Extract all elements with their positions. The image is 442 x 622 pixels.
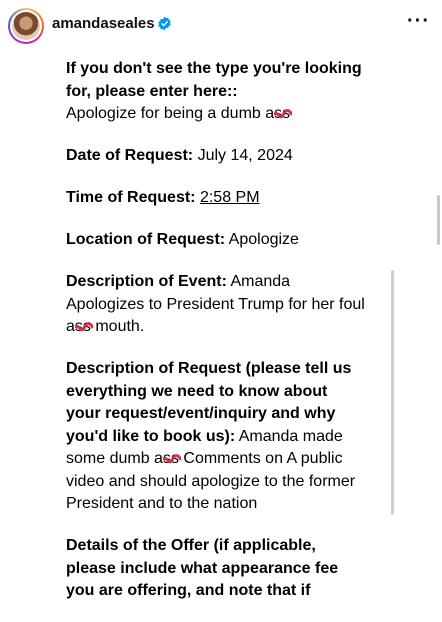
scribble-icon	[274, 109, 292, 121]
field-request-description	[66, 358, 366, 516]
field-label: Time of Request:	[66, 189, 196, 206]
field-type	[66, 58, 366, 126]
field-value: Amanda made some dumb ass Comments on A public video and should apologize to the former President and to the nation	[66, 427, 356, 512]
scribble-icon	[163, 454, 181, 466]
time-link[interactable]: 2:58 PM	[199, 189, 260, 206]
verified-badge-icon	[157, 16, 172, 31]
scribble-icon	[75, 322, 93, 334]
avatar[interactable]	[10, 10, 42, 42]
redaction-scribble: ss	[162, 450, 179, 467]
field-offer-details	[66, 535, 366, 603]
redaction-scribble: ss	[274, 105, 291, 122]
page-scrollbar[interactable]	[437, 195, 440, 245]
field-label: Date of Request:	[66, 147, 194, 164]
username[interactable]: amandaseales	[52, 15, 155, 32]
post-header	[0, 0, 442, 52]
field-value: Apologize	[228, 231, 299, 248]
more-options-button[interactable]: ···	[407, 10, 430, 32]
form-text	[66, 58, 366, 622]
field-time	[66, 187, 366, 210]
field-value: Apologize for being a dumb ass	[66, 105, 290, 122]
avatar-story-ring[interactable]	[8, 8, 44, 44]
field-date	[66, 145, 366, 168]
field-label: Description of Request (please tell us everything we need to know about your request/event/inquiry and why you'd like to book us):	[66, 360, 352, 445]
field-label: If you don't see the type you're looking for, please enter here::	[66, 60, 362, 100]
redaction-scribble: ss	[74, 318, 91, 335]
field-label: Details of the Offer (if applicable, please include what appearance fee you are offering, and note that if	[66, 537, 339, 599]
field-value: July 14, 2024	[197, 147, 293, 164]
content-scrollbar[interactable]	[391, 270, 394, 515]
field-label: Location of Request:	[66, 231, 226, 248]
field-event-description	[66, 271, 366, 339]
field-value: Amanda Apologizes to President Trump for her foul ass mouth.	[66, 273, 365, 335]
avatar-image	[12, 12, 40, 40]
field-label: Description of Event:	[66, 273, 227, 290]
field-location	[66, 229, 366, 252]
